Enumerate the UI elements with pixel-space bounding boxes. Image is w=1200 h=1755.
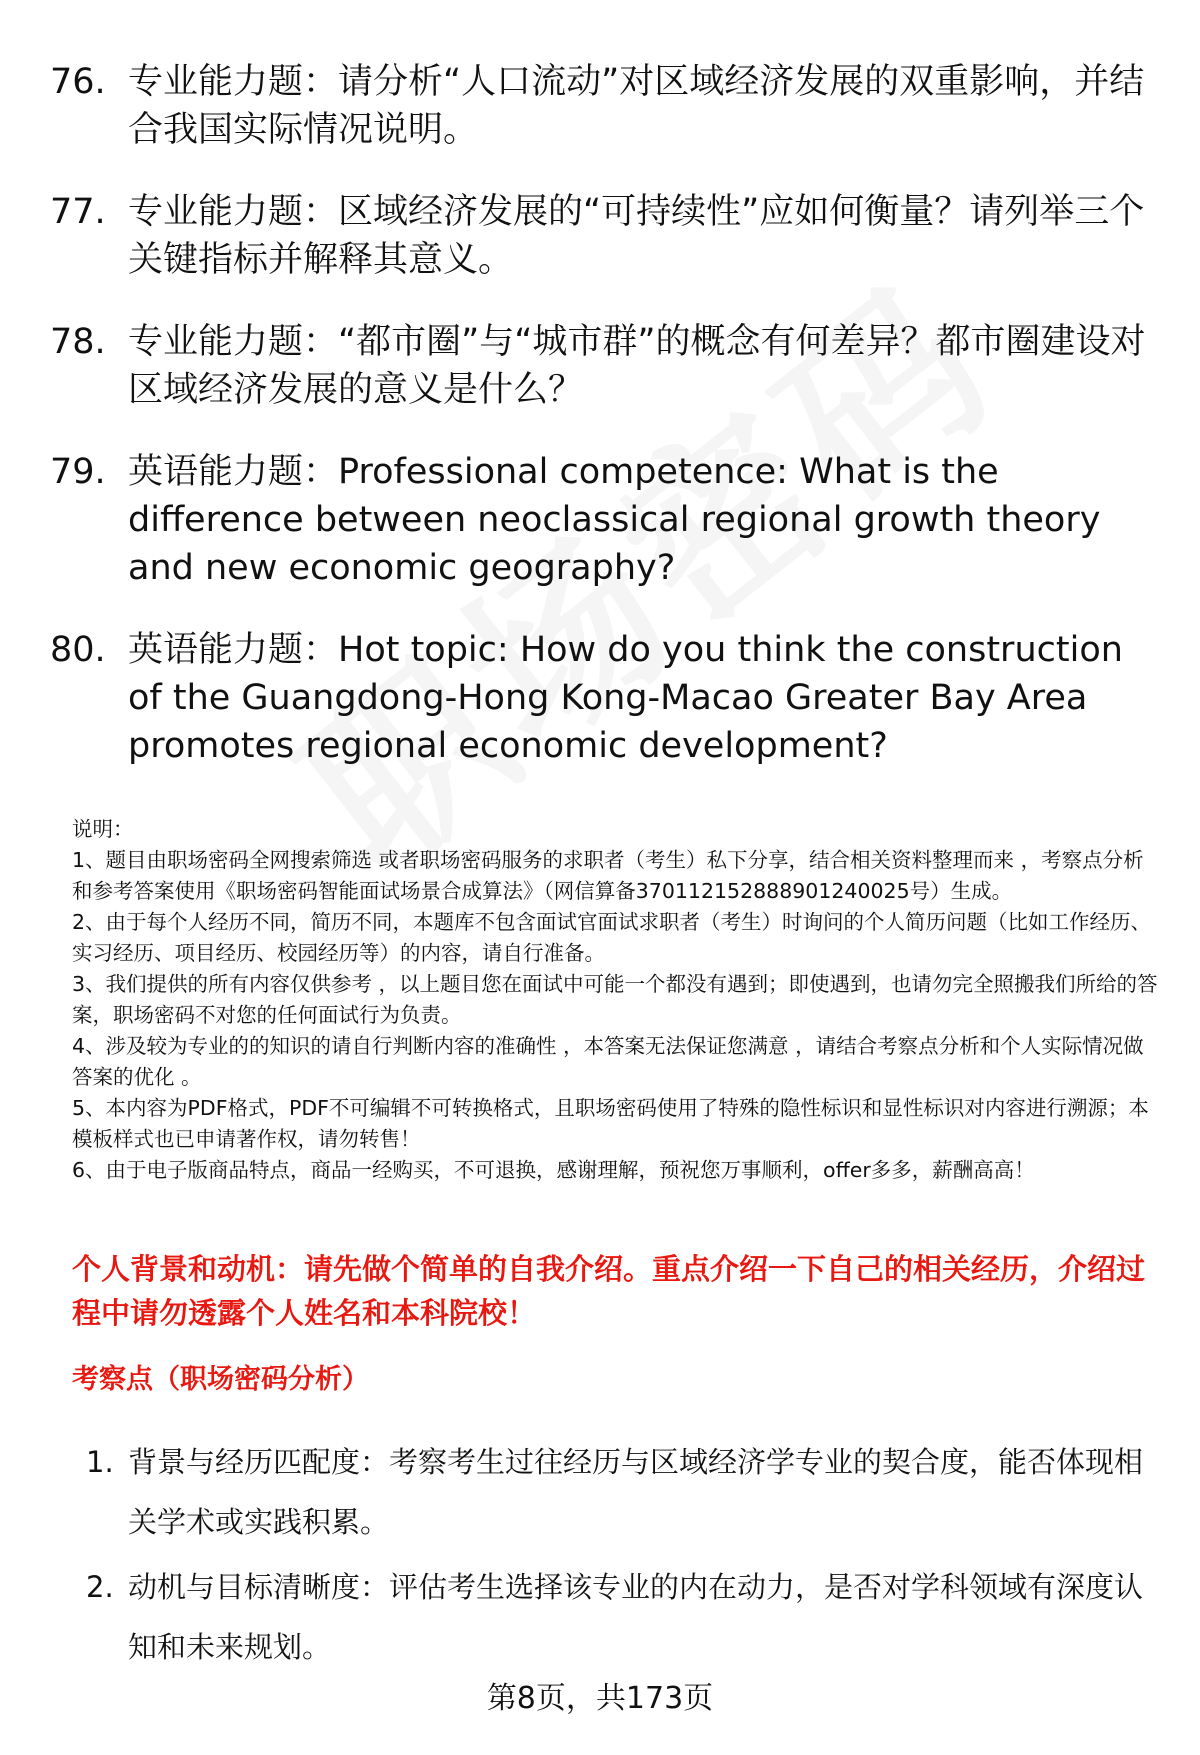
question-item — [50, 626, 1160, 770]
point-number: 2. — [86, 1570, 114, 1604]
note-item: 4、涉及较为专业的的知识的请自行判断内容的准确性 ，本答案无法保证您满意 ，请结合考察点分析和个人实际情况做答案的优化 。 — [72, 1034, 1144, 1089]
note-item: 5、本内容为PDF格式，PDF不可编辑不可转换格式，且职场密码使用了特殊的隐性标识和显性标识对内容进行溯源；本模板样式也已申请著作权，请勿转售！ — [72, 1096, 1149, 1151]
question-number: 80. — [50, 630, 106, 670]
notes-title: 说明： — [72, 817, 134, 841]
question-number: 79. — [50, 452, 106, 492]
question-text: 专业能力题：区域经济发展的“可持续性”应如何衡量？请列举三个关键指标并解释其意义。 — [128, 192, 1145, 280]
assessment-points — [86, 1432, 1166, 1682]
assessment-point — [86, 1557, 1166, 1677]
question-item — [50, 188, 1160, 284]
assessment-point — [86, 1432, 1166, 1552]
question-item — [50, 448, 1160, 592]
question-text: 专业能力题：请分析“人口流动”对区域经济发展的双重影响，并结合我国实际情况说明。 — [128, 62, 1145, 150]
note-item: 1、题目由职场密码全网搜索筛选 或者职场密码服务的求职者（考生）私下分享，结合相关资料整理而来 ，考察点分析和参考答案使用《职场密码智能面试场景合成算法》（网信算备370112152888901240025号）生成。 — [72, 848, 1144, 903]
question-number: 78. — [50, 322, 106, 362]
question-text: 专业能力题：“都市圈”与“城市群”的概念有何差异？都市圈建设对区域经济发展的意义是什么？ — [128, 322, 1146, 410]
note-item: 6、由于电子版商品特点，商品一经购买，不可退换，感谢理解，预祝您万事顺利，offer多多，薪酬高高！ — [72, 1158, 1035, 1182]
point-text: 背景与经历匹配度：考察考生过往经历与区域经济学专业的契合度，能否体现相关学术或实践积累。 — [128, 1445, 1144, 1539]
section-subtitle: 考察点（职场密码分析） — [72, 1364, 369, 1395]
point-number: 1. — [86, 1445, 114, 1479]
note-item: 3、我们提供的所有内容仅供参考 ，以上题目您在面试中可能一个都没有遇到；即使遇到，也请勿完全照搬我们所给的答案，职场密码不对您的任何面试行为负责。 — [72, 972, 1158, 1027]
notes-section — [72, 814, 1162, 1186]
section-title: 个人背景和动机：请先做个简单的自我介绍。重点介绍一下自己的相关经历，介绍过程中请勿透露个人姓名和本科院校！ — [72, 1252, 1146, 1330]
question-item — [50, 58, 1160, 154]
question-item — [50, 318, 1160, 414]
question-text: 英语能力题：Hot topic: How do you think the construction of the Guangdong-Hong Kong-Macao Greater Bay Area promotes regional economic development? — [128, 630, 1123, 766]
question-text: 英语能力题：Professional competence: What is the difference between neoclassical regional growth theory and new economic geography? — [128, 452, 1101, 588]
question-list — [50, 58, 1160, 804]
question-number: 77. — [50, 192, 106, 232]
point-text: 动机与目标清晰度：评估考生选择该专业的内在动力，是否对学科领域有深度认知和未来规划。 — [128, 1570, 1144, 1664]
page-number: 第8页，共173页 — [486, 1681, 714, 1716]
question-number: 76. — [50, 62, 106, 102]
note-item: 2、由于每个人经历不同，简历不同，本题库不包含面试官面试求职者（考生）时询问的个人简历问题（比如工作经历、实习经历、项目经历、校园经历等）的内容，请自行准备。 — [72, 910, 1152, 965]
